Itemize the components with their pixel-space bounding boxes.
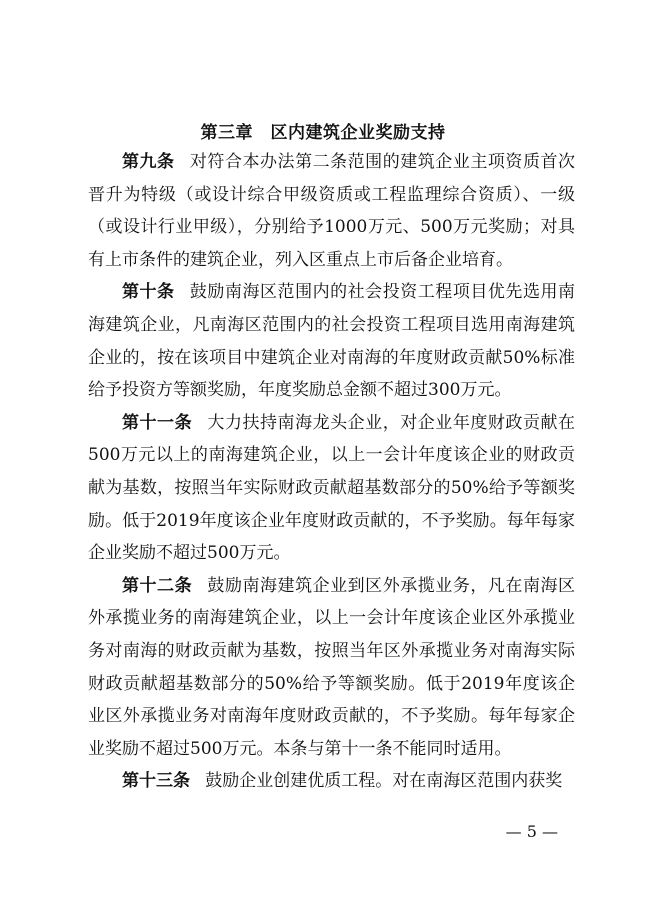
article-text: 大力扶持南海龙头企业，对企业年度财政贡献在500万元以上的南海建筑企业，以上一会计年度该企业的财政贡献为基数，按照当年实际财政贡献超基数部分的50%给予等额奖励。低于2019年度该企业年度财政贡献的，不予奖励。每年每家企业奖励不超过500万元。 [88,412,576,564]
article-number: 第十二条 [122,575,193,596]
article-number: 第十三条 [122,771,190,792]
article-text: 对符合本办法第二条范围的建筑企业主项资质首次晋升为特级（或设计综合甲级资质或工程监理综合资质）、一级（或设计行业甲级），分别给予1000万元、500万元奖励；对具有上市条件的建筑企业，列入区重点上市后备企业培育。 [88,152,576,270]
page-number: — 5 — [505,822,558,841]
article-13 [88,765,575,798]
article-number: 第九条 [122,152,175,172]
chapter-title: 第三章 区内建筑企业奖励支持 [200,123,446,143]
document-body [88,146,575,798]
article-text: 鼓励南海区范围内的社会投资工程项目优先选用南海建筑企业，凡南海区范围内的社会投资工程项目选用南海建筑企业的，按在该项目中建筑企业对南海的年度财政贡献50%标准给予投资方等额奖励，年度奖励总金额不超过300万元。 [88,282,576,401]
article-9 [88,146,575,276]
article-number: 第十条 [122,282,175,303]
article-text: 鼓励企业创建优质工程。对在南海区范围内获奖 [205,771,563,792]
article-12 [88,570,575,766]
article-11 [88,407,575,570]
article-text: 鼓励南海建筑企业到区外承揽业务，凡在南海区外承揽业务的南海建筑企业，以上一会计年度该企业区外承揽业务对南海的财政贡献为基数，按照当年区外承揽业务对南海实际财政贡献超基数部分的50%给予等额奖励。低于2019年度该企业区外承揽业务对南海年度财政贡献的，不予奖励。每年每家企业奖励不超过500万元。本条与第十一条不能同时适用。 [88,575,576,759]
article-10 [88,276,575,406]
article-number: 第十一条 [122,412,193,433]
